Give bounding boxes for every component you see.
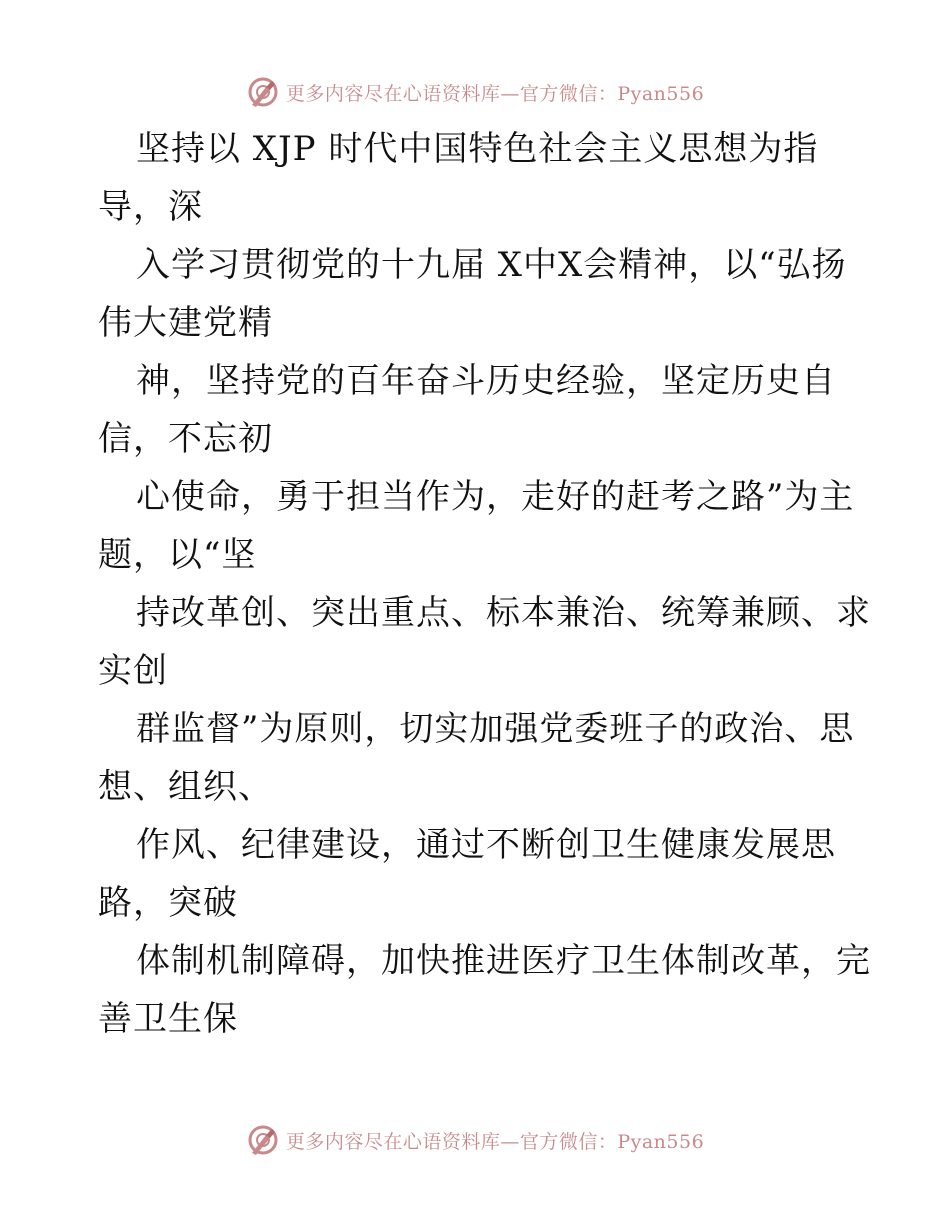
paragraph-line: 实创 <box>98 651 168 691</box>
paragraph-line: 体制机制障碍，加快推进医疗卫生体制改革，完 <box>136 941 871 981</box>
watermark-text: 更多内容尽在心语资料库—官方微信：Pyan556 <box>285 1130 705 1153</box>
document-body <box>98 120 871 1048</box>
footer-watermark <box>0 1120 950 1160</box>
paragraph-line: 神，坚持党的百年奋斗历史经验，坚定历史自 <box>136 361 836 401</box>
pen-logo-icon <box>246 75 280 109</box>
paragraph-line: 持改革创、突出重点、标本兼治、统筹兼顾、求 <box>136 593 871 633</box>
paragraph-line: 心使命，勇于担当作为，走好的赶考之路”为主 <box>136 477 855 517</box>
paragraph-line: 信，不忘初 <box>98 419 273 459</box>
paragraph-line: 善卫生保 <box>98 999 238 1039</box>
paragraph-line: 群监督”为原则，切实加强党委班子的政治、思 <box>136 709 855 749</box>
paragraph-line: 坚持以 XJP 时代中国特色社会主义思想为指 <box>136 129 819 169</box>
paragraph-line: 题，以“坚 <box>98 535 257 575</box>
paragraph-line: 路，突破 <box>98 883 238 923</box>
paragraph-line: 作风、纪律建设，通过不断创卫生健康发展思 <box>136 825 836 865</box>
paragraph-line: 伟大建党精 <box>98 303 273 343</box>
paragraph-line: 入学习贯彻党的十九届 X中X会精神，以“弘扬 <box>136 245 847 285</box>
pen-logo-icon <box>246 1123 280 1157</box>
paragraph-line: 想、组织、 <box>98 767 273 807</box>
paragraph-line: 导，深 <box>98 187 203 227</box>
header-watermark <box>0 72 950 112</box>
watermark-text: 更多内容尽在心语资料库—官方微信：Pyan556 <box>285 82 705 105</box>
